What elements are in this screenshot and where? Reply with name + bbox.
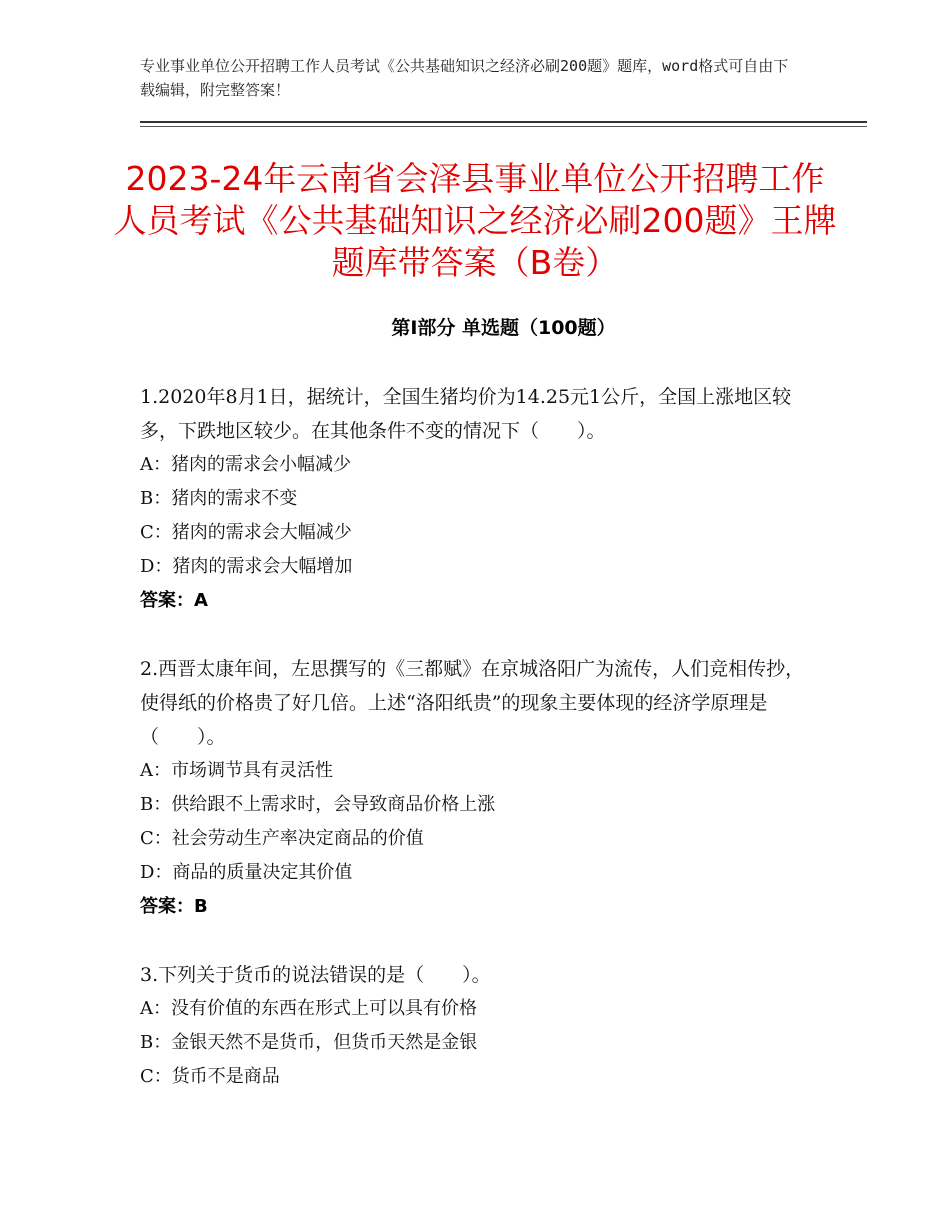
question-stem: 2.西晋太康年间，左思撰写的《三都赋》在京城洛阳广为流传，人们竞相传抄，使得纸的价格贵了好几倍。上述“洛阳纸贵”的现象主要体现的经济学原理是（ ）。 [140, 658, 805, 748]
question-stem: 1.2020年8月1日，据统计，全国生猪均价为14.25元1公斤，全国上涨地区较多，下跌地区较少。在其他条件不变的情况下（ ）。 [140, 386, 792, 442]
answer: 答案：A [140, 590, 208, 611]
section-title: 第Ⅰ部分 单选题（100题） [391, 317, 616, 339]
question-2 [140, 652, 820, 924]
document-title: 2023-24年云南省会泽县事业单位公开招聘工作人员考试《公共基础知识之经济必刷200题》王牌题库带答案（B卷） [113, 159, 837, 282]
question-3 [140, 958, 820, 1094]
question-1 [140, 380, 820, 618]
question-stem: 3.下列关于货币的说法错误的是（ ）。 [140, 964, 491, 986]
option-b: B：供给跟不上需求时，会导致商品价格上涨 [140, 794, 496, 815]
option-d: D：商品的质量决定其价值 [140, 862, 353, 883]
option-a: A：没有价值的东西在形式上可以具有价格 [140, 998, 477, 1019]
header-divider-thick [140, 121, 867, 123]
option-a: A：猪肉的需求会小幅减少 [140, 454, 351, 475]
option-a: A：市场调节具有灵活性 [140, 760, 333, 781]
option-c: C：猪肉的需求会大幅减少 [140, 522, 352, 543]
option-b: B：金银天然不是货币，但货币天然是金银 [140, 1032, 478, 1053]
option-d: D：猪肉的需求会大幅增加 [140, 556, 353, 577]
option-b: B：猪肉的需求不变 [140, 488, 298, 509]
option-c: C：社会劳动生产率决定商品的价值 [140, 828, 424, 849]
answer: 答案：B [140, 896, 208, 917]
option-c: C：货币不是商品 [140, 1066, 280, 1087]
header-note: 专业事业单位公开招聘工作人员考试《公共基础知识之经济必刷200题》题库，word格式可自由下载编辑，附完整答案！ [140, 57, 789, 99]
header-divider-thin [140, 126, 867, 127]
